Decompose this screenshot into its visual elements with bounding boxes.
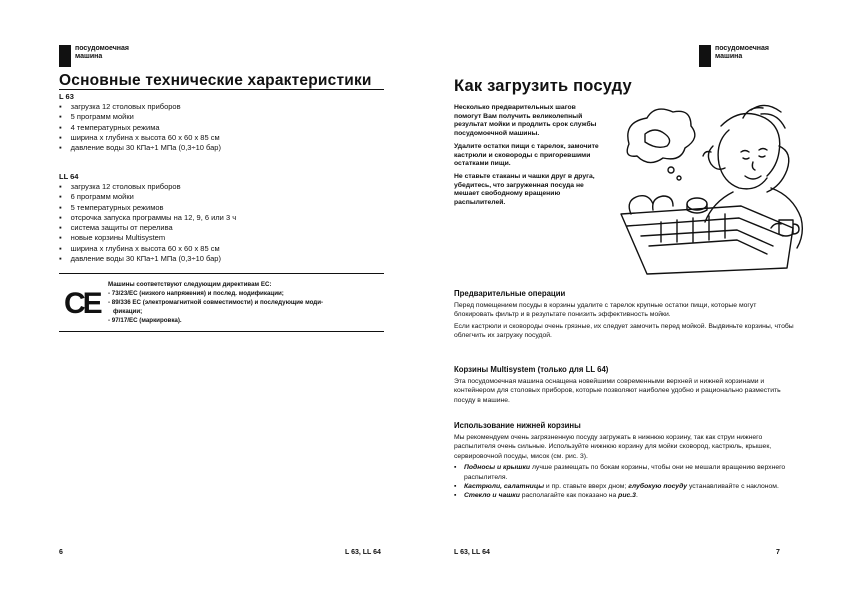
model-heading-ll64: LL 64 bbox=[59, 172, 79, 181]
spec-item: ▪ ширина x глубина x высота 60 x 60 x 85 см bbox=[59, 133, 221, 143]
header-line-2: машина bbox=[715, 53, 743, 60]
title-divider bbox=[59, 89, 384, 90]
ce-mark: CE bbox=[64, 287, 100, 320]
ce-line: Машины соответствуют следующим директивам ЕС: bbox=[108, 281, 272, 288]
ce-top-divider bbox=[59, 273, 384, 274]
spec-list-l63 bbox=[59, 102, 221, 153]
brand-logo-block bbox=[699, 45, 711, 67]
section-multisystem-baskets bbox=[454, 365, 794, 407]
woman-loading-dishwasher-illustration bbox=[601, 96, 811, 276]
section-paragraph: Мы рекомендуем очень загрязненную посуду загружать в нижнюю корзину, так как струи нижнего распылителя очень сильные. Используйте нижнюю корзину для мойки сковород, кастрюль, крышек, сервировочной посуды, мисок (см. рис. 3). bbox=[454, 434, 772, 460]
right-page-header bbox=[699, 45, 769, 67]
ce-directives bbox=[108, 280, 384, 325]
spec-item: ▪ 5 температурных режимов bbox=[59, 203, 236, 213]
section-paragraph: Эта посудомоечная машина оснащена новейшими современными верхней и нижней корзинами и контейнером для столовых приборов, которые позволяют наиболее удобно и рационально разместить посуду в машине. bbox=[454, 378, 781, 404]
intro-paragraph: Не ставьте стаканы и чашки друг в друга, убедитесь, что загруженная посуда не мешает свободному вращению распылителей. bbox=[454, 172, 595, 207]
ce-bottom-divider bbox=[59, 331, 384, 332]
lower-basket-tips bbox=[454, 463, 794, 501]
page-title: Основные технические характеристики bbox=[59, 72, 372, 89]
spec-item: ▪ давление воды 30 КПа÷1 МПа (0,3÷10 бар) bbox=[59, 254, 236, 264]
brand-logo-block bbox=[59, 45, 71, 67]
list-item: ▪ Стекло и чашки располагайте как показано на рис.3. bbox=[454, 491, 794, 500]
intro-paragraph: Несколько предварительных шагов помогут Вам получить великолепный результат мойки и продлить срок службы посудомоечной машины. bbox=[454, 104, 597, 138]
ce-line: фикации; bbox=[113, 308, 143, 315]
left-page-header bbox=[59, 45, 129, 67]
spec-item: ▪ ширина x глубина x высота 60 x 60 x 85 см bbox=[59, 244, 236, 254]
section-heading: Корзины Multisystem (только для LL 64) bbox=[454, 365, 609, 374]
page-number-left: 6 bbox=[59, 549, 63, 556]
list-item: ▪ Подносы и крышки лучше размещать по бокам корзины, чтобы они не мешали вращению верхнего распылителя. bbox=[454, 463, 794, 482]
spec-item: ▪ 4 температурных режима bbox=[59, 123, 221, 133]
section-preliminary-operations bbox=[454, 289, 794, 343]
spec-list-ll64 bbox=[59, 182, 236, 264]
spec-item: ▪ загрузка 12 столовых приборов bbox=[59, 182, 236, 192]
ce-line: - 73/23/ЕС (низкого напряжения) и послед. модификации; bbox=[108, 290, 284, 297]
section-heading: Предварительные операции bbox=[454, 289, 566, 298]
page-title: Как загрузить посуду bbox=[454, 77, 632, 95]
spec-item: ▪ отсрочка запуска программы на 12, 9, 6 или 3 ч bbox=[59, 213, 236, 223]
header-line-1: посудомоечная bbox=[75, 45, 130, 52]
spec-item: ▪ давление воды 30 КПа÷1 МПа (0,3÷10 бар) bbox=[59, 143, 221, 153]
intro-text bbox=[454, 104, 604, 212]
header-line-2: машина bbox=[75, 53, 103, 60]
page-number-right: 7 bbox=[776, 549, 780, 556]
spec-item: ▪ 6 программ мойки bbox=[59, 192, 236, 202]
spec-item: ▪ 5 программ мойки bbox=[59, 112, 221, 122]
ce-line: - 89/336 ЕС (электромагнитной совместимости) и последующие моди- bbox=[108, 299, 324, 306]
section-paragraph: Если кастрюли и сковороды очень грязные, их следует замочить перед мойкой. Выдвиньте корзины, чтобы облегчить их загрузку посудой. bbox=[454, 322, 794, 340]
footer-models-left: L 63, LL 64 bbox=[345, 549, 381, 556]
spec-item: ▪ новые корзины Multisystem bbox=[59, 233, 236, 243]
intro-paragraph: Удалите остатки пищи с тарелок, замочите кастрюли и сковороды с пригоревшими остатками пищи. bbox=[454, 142, 599, 168]
section-heading: Использование нижней корзины bbox=[454, 421, 581, 430]
spec-item: ▪ система защиты от перелива bbox=[59, 223, 236, 233]
ce-line: - 97/17/ЕС (маркировка). bbox=[108, 317, 182, 324]
header-line-1: посудомоечная bbox=[715, 45, 770, 52]
list-item: ▪ Кастрюли, салатницы и пр. ставьте вверх дном; глубокую посуду устанавливайте с наклоном. bbox=[454, 482, 794, 491]
section-paragraph: Перед помещением посуды в корзины удалите с тарелок крупные остатки пищи, которые могут блокировать фильтр и в результате понизить эффективность мойки. bbox=[454, 302, 757, 319]
footer-models-right: L 63, LL 64 bbox=[454, 549, 490, 556]
model-heading-l63: L 63 bbox=[59, 92, 74, 101]
section-lower-basket bbox=[454, 421, 794, 501]
right-page bbox=[421, 0, 842, 595]
spec-item: ▪ загрузка 12 столовых приборов bbox=[59, 102, 221, 112]
